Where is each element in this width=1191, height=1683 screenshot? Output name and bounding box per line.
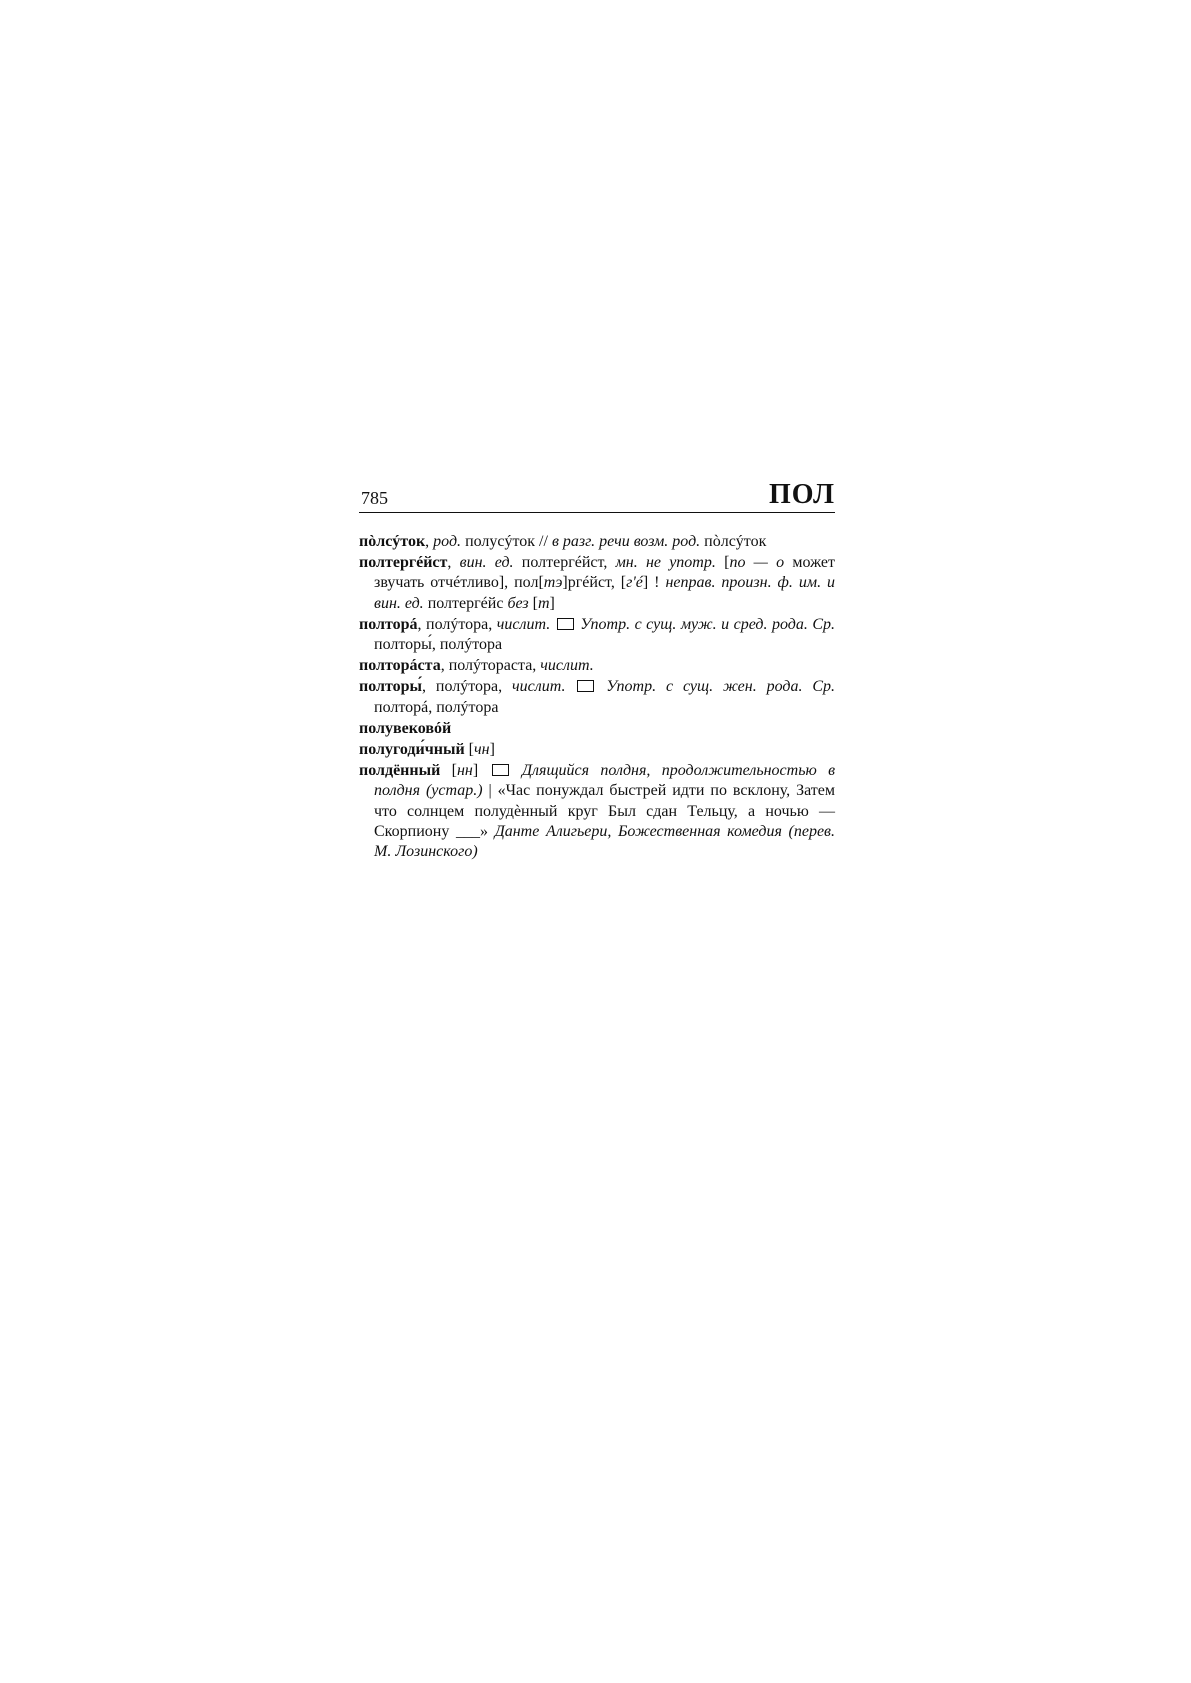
running-head: ПОЛ xyxy=(768,479,835,510)
page-header xyxy=(359,478,835,513)
dictionary-entry xyxy=(359,719,835,739)
entry-text: ] xyxy=(549,594,555,612)
entry-text: может звучать отчéтливо], пол[ xyxy=(374,554,836,592)
entry-text: [ xyxy=(528,594,538,612)
entry-text: полтергéйст, xyxy=(513,554,616,572)
dictionary-entries xyxy=(359,532,835,863)
entry-text xyxy=(550,616,555,633)
grammar-label: г'é xyxy=(626,574,643,592)
usage-box-icon xyxy=(492,764,509,776)
headword: полторáста xyxy=(359,657,441,675)
headword: полугоди́чный xyxy=(359,741,465,759)
entry-text xyxy=(565,678,575,695)
entry-text: полусýток // xyxy=(461,533,552,550)
usage-box-icon xyxy=(557,618,574,630)
dictionary-entry xyxy=(359,656,835,676)
entry-text: , полýтораста, xyxy=(440,657,541,675)
grammar-label: вин. ед. xyxy=(459,554,514,572)
grammar-label: Употр. с сущ. жен. рода. Ср. xyxy=(606,678,835,696)
page-number: 785 xyxy=(361,488,388,508)
grammar-label: неправ. произн. ф. им. и вин. ед. xyxy=(374,574,836,612)
grammar-label: мн. не употр. xyxy=(615,554,716,572)
entry-text: пòлсýток xyxy=(700,533,767,550)
entry-text xyxy=(511,762,522,779)
dictionary-entry xyxy=(359,740,835,760)
grammar-label: по — о xyxy=(729,554,785,572)
grammar-label: т xyxy=(537,594,550,612)
entry-text: , полýтора, xyxy=(422,678,512,696)
entry-text: | «Час понуждал быстрей идти по всклону, Затем что солнцем полудѐнный круг Был сдан Тельцу, а ночью — Скорпиону ___» xyxy=(374,782,836,840)
entry-text: [ xyxy=(464,741,474,759)
entry-text xyxy=(596,678,606,695)
entry-text: ]ргéйст, [ xyxy=(562,574,627,592)
grammar-label: чн xyxy=(473,741,490,759)
headword: полтергéйст xyxy=(359,554,448,572)
grammar-label: числит. xyxy=(540,657,594,675)
entry-text: полторы́, полýтора xyxy=(374,636,503,654)
dictionary-entry xyxy=(359,532,835,552)
entry-text: [ xyxy=(715,554,730,572)
headword: полувековóй xyxy=(359,719,452,737)
headword: полдённый xyxy=(359,762,441,780)
dictionary-entry xyxy=(359,553,835,614)
dictionary-entry xyxy=(359,761,835,862)
entry-text: ] xyxy=(489,741,495,759)
dictionary-entry xyxy=(359,615,835,655)
grammar-label: род. xyxy=(433,533,462,550)
entry-text: ] ! xyxy=(642,574,666,592)
grammar-label: числит. xyxy=(496,615,551,633)
grammar-label: Длящийся полдня, продолжительностью в полдня (устар.) xyxy=(374,762,836,800)
entry-text: , xyxy=(425,533,434,550)
grammar-label: числит. xyxy=(512,678,566,696)
grammar-label: без xyxy=(507,594,529,612)
entry-text: полторá, полýтора xyxy=(374,698,499,716)
grammar-label: нн xyxy=(456,762,473,780)
entry-text: , xyxy=(447,554,460,572)
entry-text: ] xyxy=(472,762,490,780)
dictionary-entry xyxy=(359,677,835,717)
grammar-label: в разг. речи возм. род. xyxy=(551,533,701,550)
entry-text: полтергéйс xyxy=(423,594,508,612)
entry-text: [ xyxy=(440,762,457,780)
usage-box-icon xyxy=(577,680,594,692)
grammar-label: тэ xyxy=(543,574,563,592)
headword: пòлсýток xyxy=(359,533,426,550)
grammar-label: Данте Алигьери, Божественная комедия (перев. М. Лозинского) xyxy=(374,822,835,861)
headword: полторá xyxy=(359,615,418,633)
headword: полторы́ xyxy=(359,678,423,696)
grammar-label: Употр. с сущ. муж. и сред. рода. Ср. xyxy=(580,615,836,633)
entry-text: , полýтора, xyxy=(417,615,497,633)
